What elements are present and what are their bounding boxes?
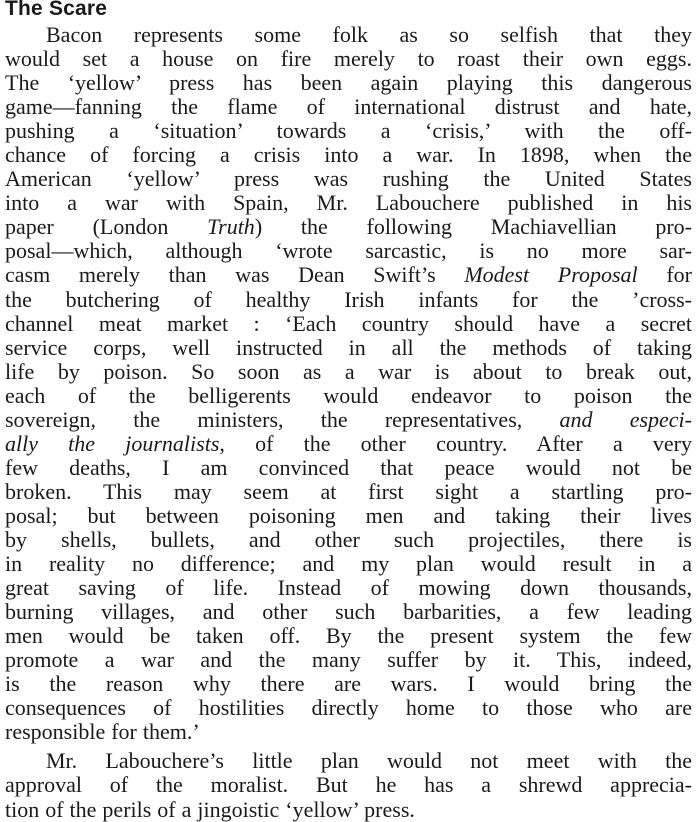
text-line: broken. This may seem at first sight a startling pro-	[5, 478, 692, 504]
text-line: by shells, bullets, and other such projectiles, there is	[5, 526, 692, 552]
text-line: ally the journalists, of the other country. After a very	[5, 430, 692, 456]
text-line: would set a house on fire merely to roast their own eggs.	[5, 46, 692, 72]
text-line: channel meat market : ‘Each country should have a secret	[5, 310, 692, 336]
article-title: The Scare	[5, 0, 108, 20]
text-line: service corps, well instructed in all the methods of taking	[5, 334, 692, 360]
text-line: life by poison. So soon as a war is about to break out,	[5, 358, 692, 384]
text-line: American ‘yellow’ press was rushing the United States	[5, 166, 692, 192]
text-line: sovereign, the ministers, the representatives, and especi-	[5, 406, 692, 432]
text-line: casm merely than was Dean Swift’s Modest Proposal for	[5, 262, 693, 288]
text-line: paper (London Truth) the following Machiavellian pro-	[5, 214, 693, 240]
text-line: promote a war and the many suffer by it. This, indeed,	[5, 647, 692, 673]
text-line: game—fanning the flame of international distrust and hate,	[5, 94, 692, 120]
text-line: burning villages, and other such barbarities, a few leading	[5, 599, 692, 625]
text-line: posal; but between poisoning men and taking their lives	[5, 502, 692, 528]
text-line: responsible for them.’	[5, 719, 200, 745]
text-line: pushing a ‘situation’ towards a ‘crisis,’ with the off-	[5, 118, 692, 144]
text-line: Bacon represents some folk as so selfish that they	[46, 22, 692, 47]
paragraph-2	[5, 749, 692, 821]
text-line: posal—which, although ‘wrote sarcastic, is no more sar-	[5, 238, 692, 264]
text-line: The ‘yellow’ press has been again playing this dangerous	[5, 70, 692, 96]
text-line: Mr. Labouchere’s little plan would not meet with the	[46, 748, 692, 774]
text-line: men would be taken off. By the present system the few	[5, 623, 692, 649]
text-line: few deaths, I am convinced that peace would not be	[5, 454, 692, 480]
text-line: great saving of life. Instead of mowing down thousands,	[5, 575, 692, 601]
text-line: chance of forcing a crisis into a war. In 1898, when the	[5, 142, 692, 168]
text-line: tion of the perils of a jingoistic ‘yellow’ press.	[5, 796, 415, 822]
text-line: into a war with Spain, Mr. Labouchere published in his	[5, 190, 692, 216]
article-body	[5, 23, 692, 822]
text-line: is the reason why there are wars. I would bring the	[5, 671, 692, 697]
text-line: consequences of hostilities directly home to those who are	[5, 695, 692, 721]
text-line: in reality no difference; and my plan would result in a	[5, 551, 692, 577]
text-line: each of the belligerents would endeavor to poison the	[5, 382, 692, 408]
text-line: approval of the moralist. But he has a shrewd apprecia-	[5, 772, 692, 798]
text-line: the butchering of healthy Irish infants for the ’cross-	[5, 286, 692, 312]
paragraph-1	[5, 23, 692, 744]
